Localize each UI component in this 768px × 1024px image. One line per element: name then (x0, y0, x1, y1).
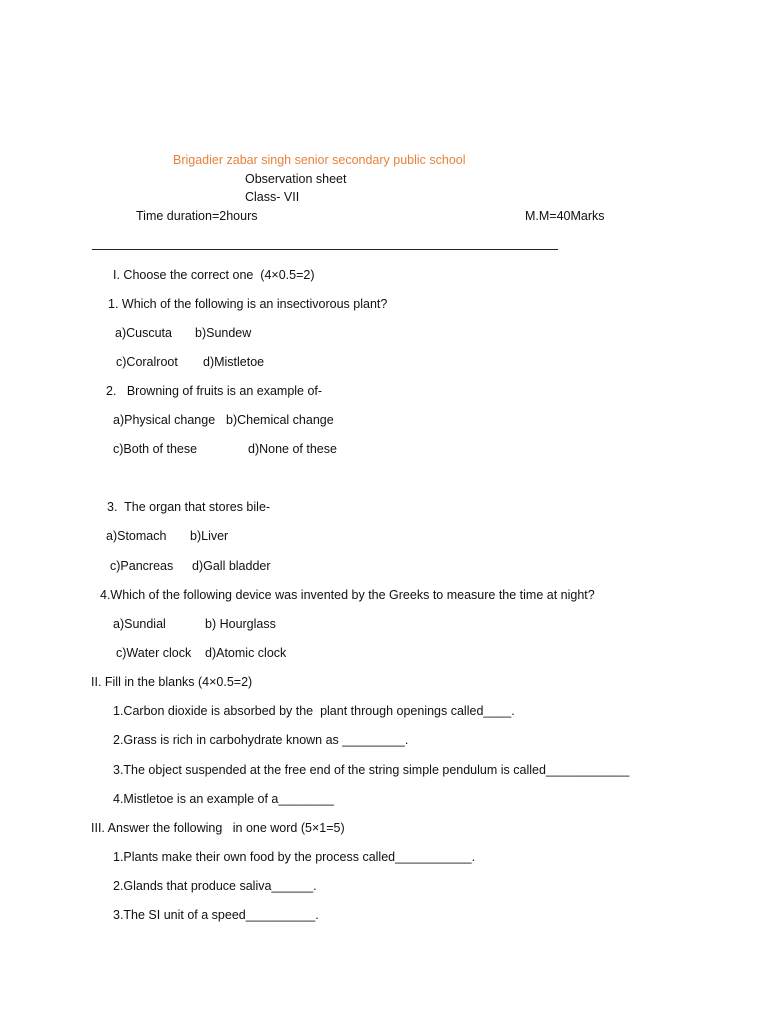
q3-option-c: c)Pancreas (110, 559, 174, 573)
fill-blank-1: 1.Carbon dioxide is absorbed by the plant through openings called____. (113, 704, 515, 718)
q2-option-c: c)Both of these (113, 442, 198, 456)
one-word-1: 1.Plants make their own food by the process called___________. (113, 850, 476, 864)
question-4: 4.Which of the following device was invented by the Greeks to measure the time at night? (100, 588, 595, 602)
q4-option-d: d)Atomic clock (205, 646, 287, 660)
fill-blank-2: 2.Grass is rich in carbohydrate known as _________. (113, 733, 409, 747)
section-3-heading: III. Answer the following in one word (5×1=5) (91, 821, 345, 835)
question-2: 2. Browning of fruits is an example of- (106, 384, 323, 398)
q4-option-c: c)Water clock (116, 646, 192, 660)
q3-option-d: d)Gall bladder (192, 559, 271, 573)
section-2-heading: II. Fill in the blanks (4×0.5=2) (91, 675, 253, 689)
question-1: 1. Which of the following is an insectivorous plant? (108, 297, 388, 311)
q3-option-a: a)Stomach (106, 529, 167, 543)
sheet-title: Observation sheet (245, 172, 347, 186)
q1-option-d: d)Mistletoe (203, 355, 265, 369)
q1-option-b: b)Sundew (195, 326, 252, 340)
one-word-2: 2.Glands that produce saliva______. (113, 879, 317, 893)
time-duration: Time duration=2hours (136, 209, 258, 223)
class-label: Class- VII (245, 190, 300, 204)
fill-blank-4: 4.Mistletoe is an example of a________ (113, 792, 334, 806)
q3-option-b: b)Liver (190, 529, 229, 543)
q1-option-a: a)Cuscuta (115, 326, 172, 340)
q2-option-b: b)Chemical change (226, 413, 334, 427)
q2-option-d: d)None of these (248, 442, 337, 456)
q1-option-c: c)Coralroot (116, 355, 178, 369)
school-name: Brigadier zabar singh senior secondary public school (173, 153, 466, 167)
question-3: 3. The organ that stores bile- (107, 500, 271, 514)
section-1-heading: I. Choose the correct one (4×0.5=2) (113, 268, 315, 282)
q2-option-a: a)Physical change (113, 413, 216, 427)
max-marks: M.M=40Marks (525, 209, 605, 223)
one-word-3: 3.The SI unit of a speed__________. (113, 908, 319, 922)
header-divider (92, 249, 558, 250)
q4-option-b: b) Hourglass (205, 617, 276, 631)
fill-blank-3: 3.The object suspended at the free end of the string simple pendulum is called____________ (113, 763, 630, 777)
q4-option-a: a)Sundial (113, 617, 166, 631)
